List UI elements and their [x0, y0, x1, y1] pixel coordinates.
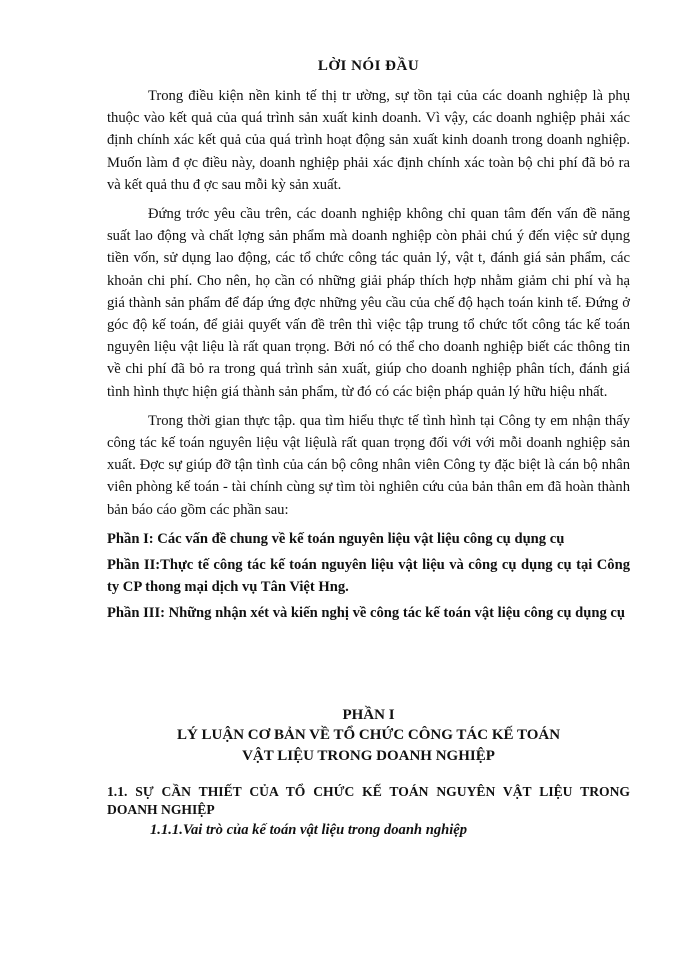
chapter-title-line-1: LÝ LUẬN CƠ BẢN VỀ TỔ CHỨC CÔNG TÁC KẾ TOÁN [176, 727, 561, 744]
chapter-title-line-2: VẬT LIỆU TRONG DOANH NGHIỆP [242, 747, 495, 764]
intro-paragraph-2: Đứng trớc yêu cầu trên, các doanh nghiệp không chỉ quan tâm đến vấn đề năng suất lao động và chất lợng sản phẩm mà doanh nghiệp còn phải chú ý đến việc sử dụng tiền vốn, sử dụng lao động, các tổ chức công tác quản lý, vật t, đánh giá sản phẩm, các khoản chi phí. Cho nên, họ cần có những giải pháp thích hợp nhằm giảm chi phí và hạ giá thành sản phẩm để đáp ứng đợc những yêu cầu của chế độ hạch toán kinh tế. Đứng ở góc độ kế toán, để giải quyết vấn đề trên thì việc tập trung tổ chức tốt công tác kế toán nguyên liệu vật liệu là rất quan trọng. Bởi nó có thể cho doanh nghiệp biết các thông tin về chi phí đã bỏ ra trong quá trình sản xuất, giúp cho doanh nghiệp phân tích, đánh giá tình hình thực hiện giá thành sản phẩm, từ đó có các biện pháp quản lý hữu hiệu nhất. [107, 206, 630, 400]
part-list-item-3: Phần III: Những nhận xét và kiến nghị về công tác kế toán vật liệu công cụ dụng cụ [107, 605, 625, 622]
intro-paragraph-1: Trong điều kiện nền kinh tế thị tr ường, sự tồn tại của các doanh nghiệp là phụ thuộc vào kết quả của quá trình sản xuất kinh doanh. Vì vậy, các doanh nghiệp phải xác định chính xác kết quả của quá trình hoạt động sản xuất kinh doanh trong doanh nghiệp. Muốn làm đ ợc điều này, doanh nghiệp phải xác định chính xác toàn bộ chi phí đã bỏ ra và kết quả thu đ ợc sau mỗi kỳ sản xuất. [107, 88, 630, 193]
chapter-label: PHẦN I [342, 706, 395, 723]
subsection-heading: 1.1.1.Vai trò của kế toán vật liệu trong doanh nghiệp [150, 822, 468, 839]
part-list-item-1: Phần I: Các vấn đề chung về kế toán nguyên liệu vật liệu công cụ dụng cụ [107, 530, 565, 547]
chapter-heading [107, 705, 630, 767]
part-list-item-2: Phần II:Thực tế công tác kế toán nguyên liệu vật liệu và công cụ dụng cụ tại Công ty CP thong mại dịch vụ Tân Việt Hng. [107, 557, 630, 596]
page-title: LỜI NÓI ĐẦU [317, 58, 420, 74]
intro-paragraph-3: Trong thời gian thực tập. qua tìm hiểu thực tế tình hình tại Công ty em nhận thấy công tác kế toán nguyên liệu vật liệulà rất quan trọng đối với với mỗi doanh nghiệp sản xuất. Đợc sự giúp đỡ tận tình của cán bộ công nhân viên Công ty đặc biệt là cán bộ nhân viên phòng kế toán - tài chính cùng sự tìm tòi nghiên cứu của bản thân em đã hoàn thành bản báo cáo gồm các phần sau: [107, 412, 630, 518]
section-heading: 1.1. SỰ CẦN THIẾT CỦA TỔ CHỨC KẾ TOÁN NGUYÊN VẬT LIỆU TRONG DOANH NGHIỆP [107, 784, 630, 818]
document-body [107, 58, 630, 840]
